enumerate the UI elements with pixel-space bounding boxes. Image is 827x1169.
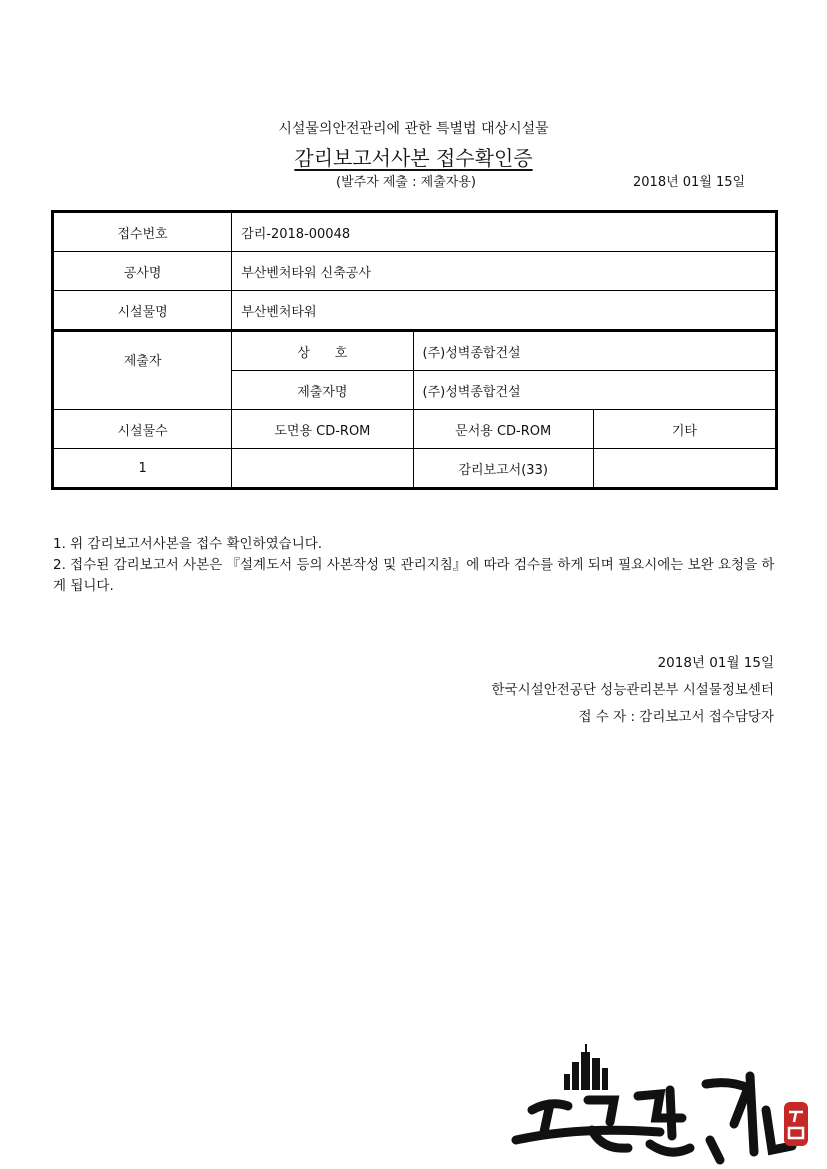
other-label: 기타 <box>593 410 776 449</box>
facility-label: 시설물명 <box>53 291 232 331</box>
document-title: 감리보고서사본 접수확인증 <box>294 146 533 170</box>
table-row <box>53 410 777 449</box>
drawing-cd-value <box>232 449 413 489</box>
receipt-no-value: 감리-2018-00048 <box>232 212 777 252</box>
brush-lettering <box>516 1076 792 1160</box>
count-value: 1 <box>53 449 232 489</box>
company-value: (주)성벽종합건설 <box>413 331 776 371</box>
table-row <box>53 252 777 291</box>
submitter-label: 제출자 <box>53 331 232 410</box>
project-label: 공사명 <box>53 252 232 291</box>
note-1: 1. 위 감리보고서사본을 접수 확인하였습니다. <box>53 536 323 552</box>
document-date: 2018년 01월 15일 <box>633 175 746 190</box>
table-row <box>53 449 777 489</box>
note-2: 2. 접수된 감리보고서 사본은 『설계도서 등의 사본작성 및 관리지침』에 따라 검수를 하게 되며 필요시에는 보완 요청을 하게 됩니다. <box>53 557 775 594</box>
sign-organization: 한국시설안전공단 성능관리본부 시설물정보센터 <box>491 682 774 698</box>
seal-stamp <box>784 1102 808 1146</box>
receipt-table <box>51 210 778 490</box>
submitter-name-value: (주)성벽종합건설 <box>413 371 776 410</box>
doc-cd-value: 감리보고서(33) <box>413 449 593 489</box>
sign-receiver: 접 수 자 : 감리보고서 접수담당자 <box>578 709 774 725</box>
table-row <box>53 212 777 252</box>
table-row <box>53 331 777 371</box>
table-row <box>53 291 777 331</box>
sign-date: 2018년 01월 15일 <box>657 655 774 671</box>
receipt-no-label: 접수번호 <box>53 212 232 252</box>
doc-cd-label: 문서용 CD-ROM <box>413 410 593 449</box>
drawing-cd-label: 도면용 CD-ROM <box>232 410 413 449</box>
skyline-icon <box>564 1044 608 1090</box>
notes <box>53 534 775 597</box>
other-value <box>593 449 776 489</box>
document-subtitle: 시설물의안전관리에 관한 특별법 대상시설물 <box>278 121 549 137</box>
project-value: 부산벤처타워 신축공사 <box>232 252 777 291</box>
facility-value: 부산벤처타워 <box>232 291 777 331</box>
copy-note: (발주자 제출 : 제출자용) <box>336 175 476 190</box>
count-label: 시설물수 <box>53 410 232 449</box>
company-label: 상 호 <box>232 331 413 371</box>
submitter-name-label: 제출자명 <box>232 371 413 410</box>
brand-logo <box>510 1040 810 1165</box>
